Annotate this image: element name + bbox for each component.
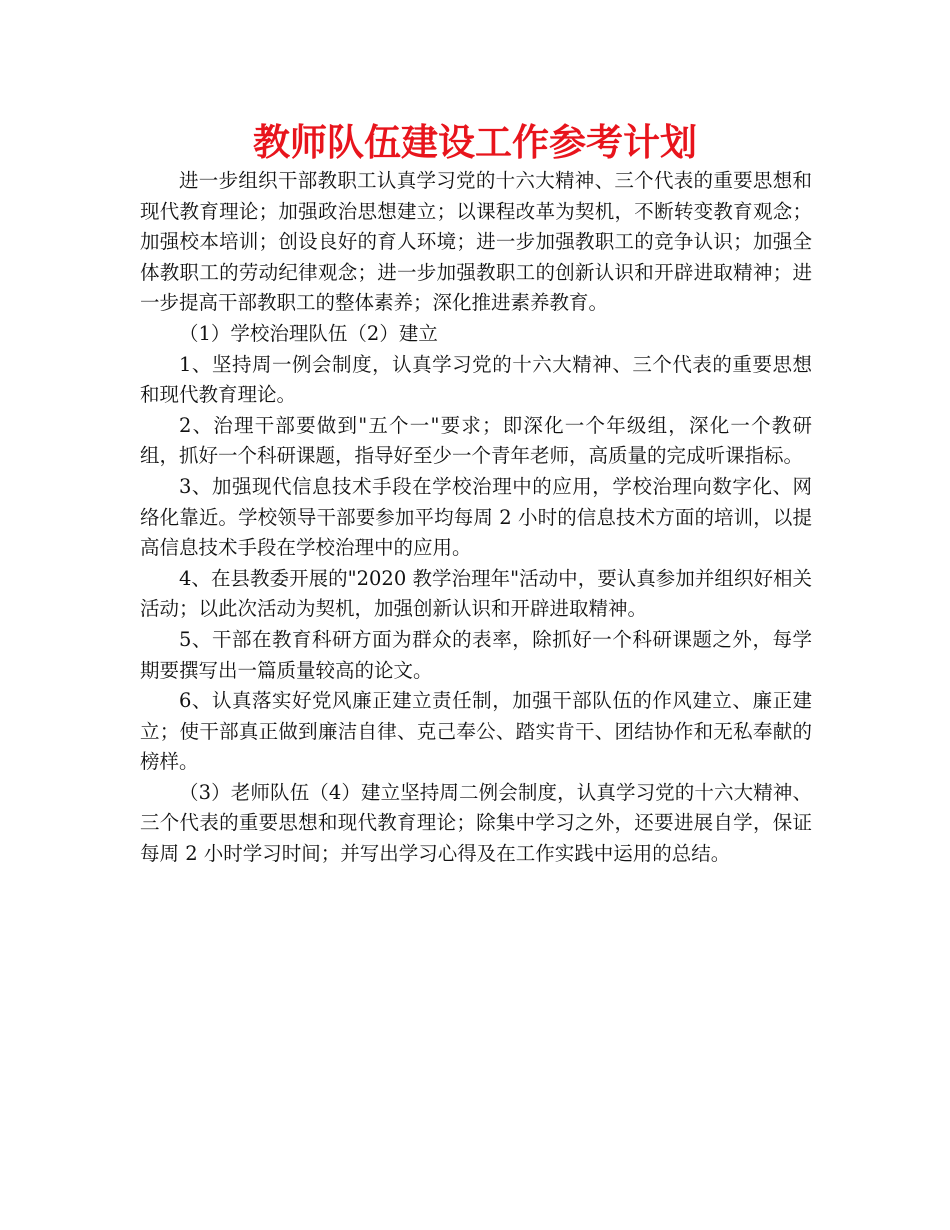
paragraph-item-1: 1、坚持周一例会制度，认真学习党的十六大精神、三个代表的重要思想和现代教育理论。 bbox=[140, 352, 812, 407]
paragraph-section-teachers: （3）老师队伍（4）建立坚持周二例会制度，认真学习党的十六大精神、三个代表的重要思想和现代教育理论；除集中学习之外，还要进展自学，保证每周 2 小时学习时间；并写出学习心得及在工作实践中运用的总结。 bbox=[140, 780, 812, 866]
document-title: 教师队伍建设工作参考计划 bbox=[253, 121, 697, 164]
paragraph-section-management: （1）学校治理队伍（2）建立 bbox=[179, 321, 438, 345]
paragraph-item-2: 2、治理干部要做到"五个一"要求；即深化一个年级组，深化一个教研组，抓好一个科研课题，指导好至少一个青年老师，高质量的完成听课指标。 bbox=[140, 413, 812, 468]
paragraph-intro: 进一步组织干部教职工认真学习党的十六大精神、三个代表的重要思想和现代教育理论；加强政治思想建立；以课程改革为契机，不断转变教育观念；加强校本培训；创设良好的育人环境；进一步加强教职工的竞争认识；加强全体教职工的劳动纪律观念；进一步加强教职工的创新认识和开辟进取精神；进一步提高干部教职工的整体素养；深化推进素养教育。 bbox=[140, 169, 812, 315]
paragraph-item-3: 3、加强现代信息技术手段在学校治理中的应用，学校治理向数字化、网络化靠近。学校领导干部要参加平均每周 2 小时的信息技术方面的培训，以提高信息技术手段在学校治理中的应用。 bbox=[140, 474, 812, 560]
paragraph-item-4: 4、在县教委开展的"2020 教学治理年"活动中，要认真参加并组织好相关活动；以此次活动为契机，加强创新认识和开辟进取精神。 bbox=[140, 566, 812, 621]
paragraph-item-6: 6、认真落实好党风廉正建立责任制，加强干部队伍的作风建立、廉正建立；使干部真正做到廉洁自律、克己奉公、踏实肯干、团结协作和无私奉献的榜样。 bbox=[140, 689, 812, 774]
paragraph-item-5: 5、干部在教育科研方面为群众的表率，除抓好一个科研课题之外，每学期要撰写出一篇质量较高的论文。 bbox=[140, 627, 812, 682]
document-body bbox=[140, 166, 812, 870]
